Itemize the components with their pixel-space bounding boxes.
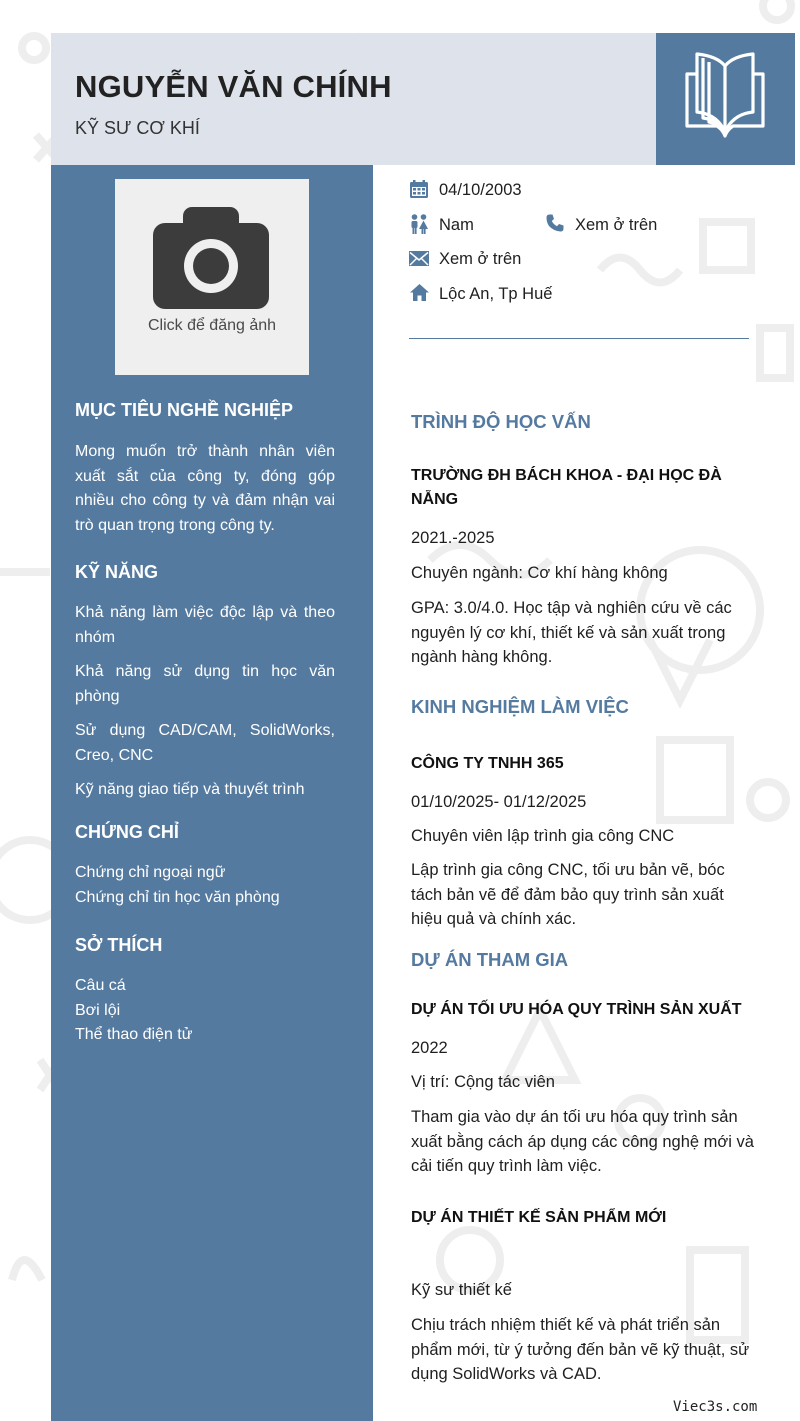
experience-position[interactable]: Chuyên viên lập trình gia công CNC — [411, 827, 675, 845]
candidate-name[interactable]: NGUYỄN VĂN CHÍNH — [75, 69, 392, 104]
education-major[interactable]: Chuyên ngành: Cơ khí hàng không — [411, 564, 668, 582]
calendar-icon — [410, 180, 428, 198]
objective-text[interactable]: Mong muốn trở thành nhân viên xuất sắt của công ty, đóng góp nhiều cho công ty và đảm nhận vai trò quan trọng trong công ty. — [75, 443, 335, 534]
book-icon — [677, 50, 773, 142]
job-title[interactable]: KỸ SƯ CƠ KHÍ — [75, 118, 200, 138]
header — [51, 33, 656, 165]
hobby-item[interactable]: Thể thao điện tử — [75, 1026, 193, 1043]
hobbies-section — [75, 935, 335, 1048]
home-icon — [410, 284, 429, 301]
photo-upload[interactable] — [115, 179, 309, 375]
phone-icon — [546, 214, 564, 232]
skills-heading: KỸ NĂNG — [75, 562, 159, 582]
experience-company[interactable]: CÔNG TY TNHH 365 — [411, 755, 564, 772]
education-heading: TRÌNH ĐỘ HỌC VẤN — [411, 411, 591, 432]
experience-description[interactable]: Lập trình gia công CNC, tối ưu bản vẽ, bóc tách bản vẽ để đảm bảo quy trình sản xuất hiệu quả và chính xác. — [411, 861, 725, 928]
skill-item[interactable]: Khả năng sử dụng tin học văn phòng — [75, 663, 335, 705]
project-description[interactable]: Tham gia vào dự án tối ưu hóa quy trình sản xuất bằng cách áp dụng các công nghệ mới và cải tiến quy trình làm việc. — [411, 1108, 754, 1175]
hobbies-heading: SỞ THÍCH — [75, 935, 163, 955]
contact-divider — [409, 338, 749, 339]
skill-item[interactable]: Khả năng làm việc độc lập và theo nhóm — [75, 604, 335, 646]
camera-icon — [153, 207, 271, 309]
skills-section — [75, 562, 335, 803]
certificate-item[interactable]: Chứng chỉ ngoại ngữ — [75, 864, 226, 881]
education-school[interactable]: TRƯỜNG ĐH BÁCH KHOA - ĐẠI HỌC ĐÀ NẴNG — [411, 467, 722, 508]
experience-period[interactable]: 01/10/2025- 01/12/2025 — [411, 793, 587, 811]
project-role[interactable]: Kỹ sư thiết kế — [411, 1281, 512, 1299]
education-description[interactable]: GPA: 3.0/4.0. Học tập và nghiên cứu về các nguyên lý cơ khí, thiết kế và sản xuất trong ngành hàng không. — [411, 599, 732, 666]
gender-icon — [410, 214, 428, 234]
address[interactable]: Lộc An, Tp Huế — [439, 285, 553, 303]
skill-item[interactable]: Kỹ năng giao tiếp và thuyết trình — [75, 781, 305, 798]
email-icon — [409, 251, 429, 266]
projects-heading: DỰ ÁN THAM GIA — [411, 949, 569, 970]
project-name[interactable]: DỰ ÁN THIẾT KẾ SẢN PHẨM MỚI — [411, 1209, 667, 1226]
education-period[interactable]: 2021.-2025 — [411, 529, 495, 547]
objective-section — [75, 400, 335, 538]
watermark: Viec3s.com — [673, 1399, 758, 1415]
book-icon-box — [656, 33, 795, 165]
birthdate[interactable]: 04/10/2003 — [439, 181, 522, 199]
project-year[interactable]: 2022 — [411, 1039, 448, 1057]
hobby-item[interactable]: Câu cá — [75, 977, 126, 994]
skill-item[interactable]: Sử dụng CAD/CAM, SolidWorks, Creo, CNC — [75, 722, 335, 764]
certificate-item[interactable]: Chứng chỉ tin học văn phòng — [75, 888, 280, 906]
certificates-section — [75, 822, 335, 910]
certificates-heading: CHỨNG CHỈ — [75, 822, 179, 842]
project-name[interactable]: DỰ ÁN TỐI ƯU HÓA QUY TRÌNH SẢN XUẤT — [411, 1001, 742, 1018]
email[interactable]: Xem ở trên — [439, 250, 522, 268]
project-description[interactable]: Chịu trách nhiệm thiết kế và phát triển sản phẩm mới, từ ý tưởng đến bản vẽ kỹ thuật, sử dụng SolidWorks và CAD. — [411, 1316, 750, 1383]
photo-upload-label: Click để đăng ảnh — [147, 317, 277, 334]
hobby-item[interactable]: Bơi lội — [75, 1001, 121, 1019]
project-role[interactable]: Vị trí: Cộng tác viên — [411, 1073, 555, 1091]
experience-heading: KINH NGHIỆM LÀM VIỆC — [411, 696, 629, 717]
sidebar — [51, 165, 373, 1421]
gender[interactable]: Nam — [439, 216, 474, 234]
phone[interactable]: Xem ở trên — [575, 216, 658, 234]
objective-heading: MỤC TIÊU NGHỀ NGHIỆP — [75, 400, 294, 420]
